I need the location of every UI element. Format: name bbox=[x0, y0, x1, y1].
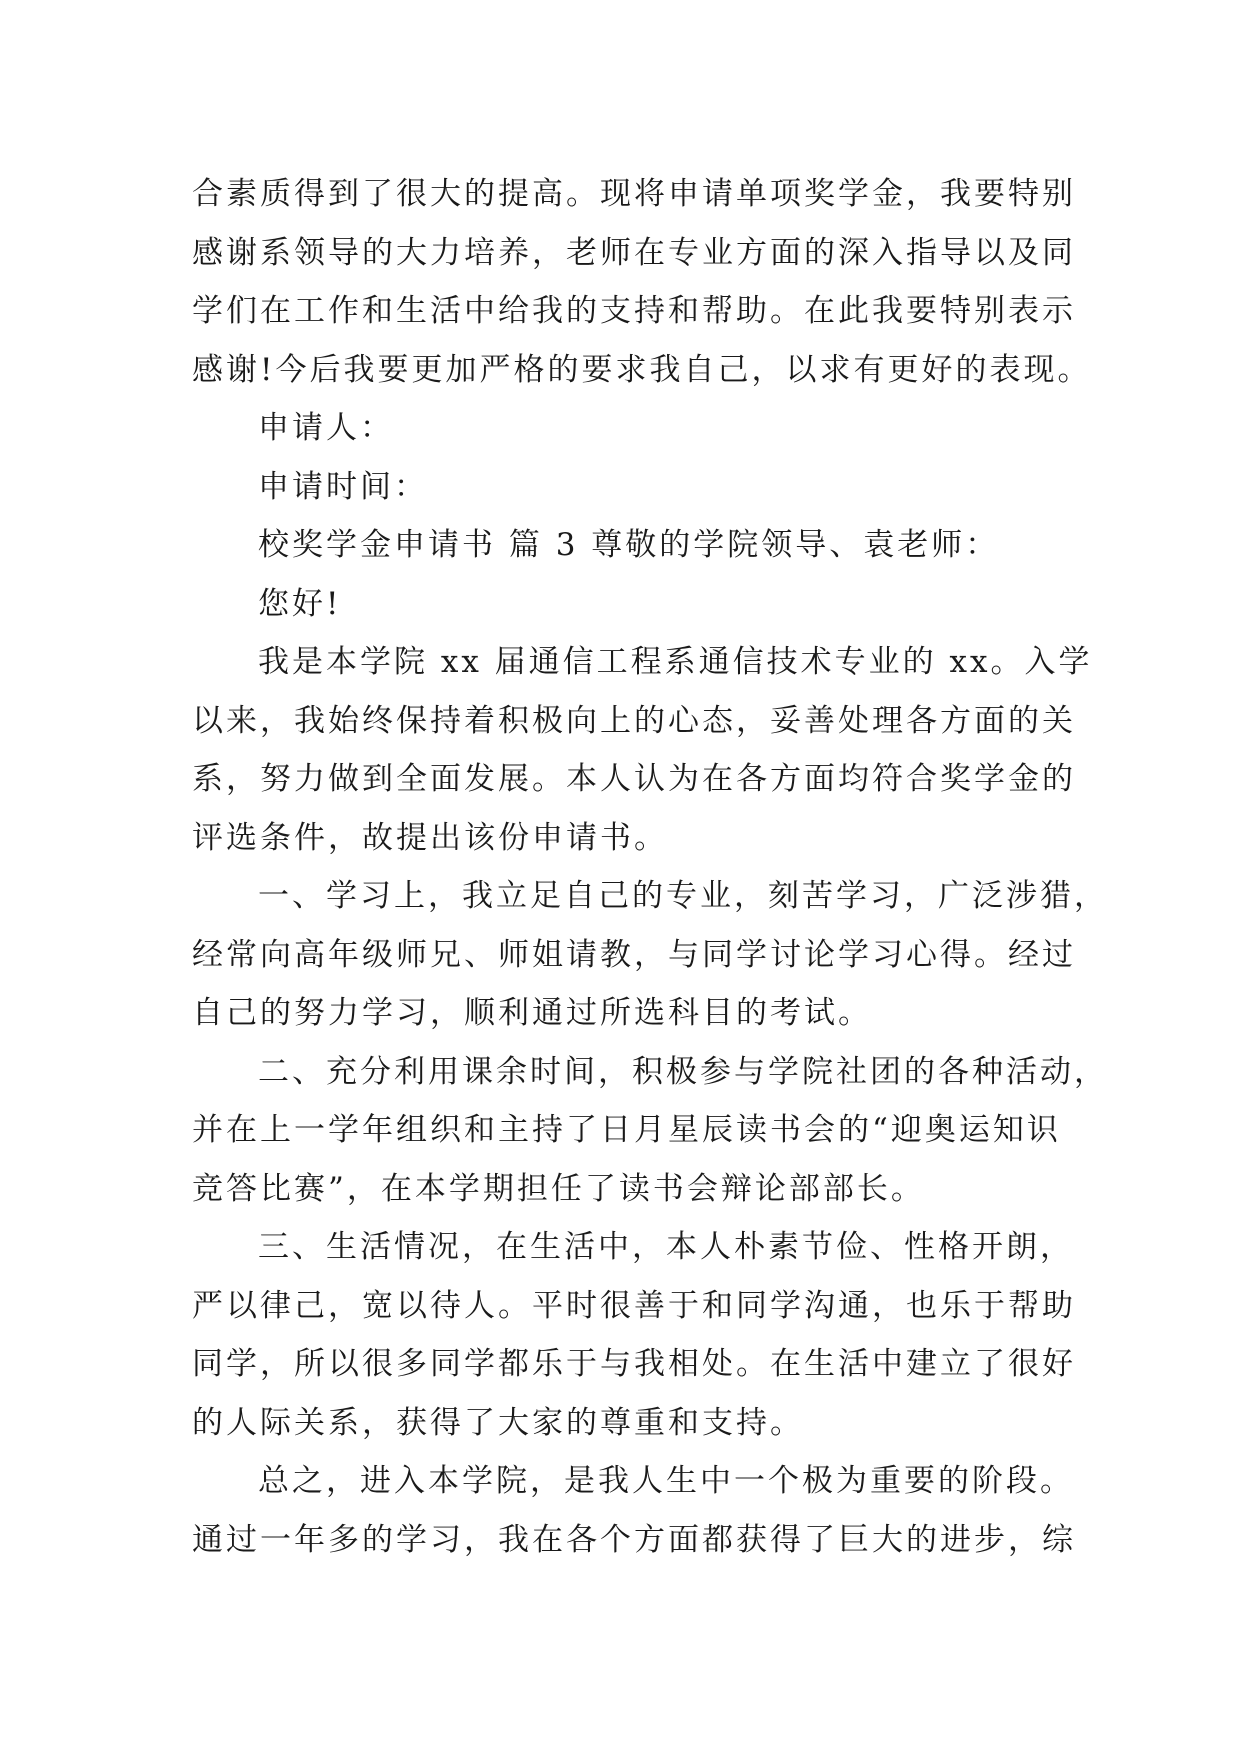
body-line: 总之，进入本学院，是我人生中一个极为重要的阶段。 bbox=[258, 1463, 1074, 1499]
body-line: 评选条件，故提出该份申请书。 bbox=[192, 819, 668, 856]
body-line: 合素质得到了很大的提高。现将申请单项奖学金，我要特别 bbox=[192, 176, 1076, 212]
document-body bbox=[192, 165, 1108, 1569]
body-line: 感谢系领导的大力培养，老师在专业方面的深入指导以及同 bbox=[192, 234, 1076, 271]
body-line: 学们在工作和生活中给我的支持和帮助。在此我要特别表示 bbox=[192, 293, 1076, 329]
body-line: 自己的努力学习，顺利通过所选科目的考试。 bbox=[192, 995, 872, 1031]
body-line: 严以律己，宽以待人。平时很善于和同学沟通，也乐于帮助 bbox=[192, 1287, 1076, 1324]
body-line: 感谢!今后我要更加严格的要求我自己，以求有更好的表现。 bbox=[192, 351, 1092, 388]
body-line: 三、生活情况，在生活中，本人朴素节俭、性格开朗， bbox=[258, 1229, 1074, 1265]
body-line: 以来，我始终保持着积极向上的心态，妥善处理各方面的关 bbox=[192, 702, 1076, 739]
body-line: 我是本学院 xx 届通信工程系通信技术专业的 xx。入学 bbox=[258, 644, 1093, 680]
section-heading: 校奖学金申请书 篇 3 尊敬的学院领导、袁老师： bbox=[258, 527, 1000, 563]
body-line: 的人际关系，获得了大家的尊重和支持。 bbox=[192, 1404, 804, 1441]
greeting: 您好! bbox=[258, 585, 342, 622]
body-line: 并在上一学年组织和主持了日月星辰读书会的“迎奥运知识 bbox=[192, 1112, 1061, 1148]
applicant-label: 申请人： bbox=[258, 410, 394, 446]
body-line: 一、学习上，我立足自己的专业，刻苦学习，广泛涉猎， bbox=[258, 878, 1108, 914]
body-line: 系，努力做到全面发展。本人认为在各方面均符合奖学金的 bbox=[192, 761, 1076, 797]
body-line: 通过一年多的学习，我在各个方面都获得了巨大的进步，综 bbox=[192, 1521, 1076, 1558]
body-line: 二、充分利用课余时间，积极参与学院社团的各种活动， bbox=[258, 1053, 1108, 1090]
body-line: 同学，所以很多同学都乐于与我相处。在生活中建立了很好 bbox=[192, 1346, 1076, 1382]
application-date-label: 申请时间： bbox=[258, 468, 428, 505]
body-line: 经常向高年级师兄、师姐请教，与同学讨论学习心得。经过 bbox=[192, 936, 1076, 973]
body-line: 竞答比赛”，在本学期担任了读书会辩论部部长。 bbox=[192, 1170, 925, 1207]
